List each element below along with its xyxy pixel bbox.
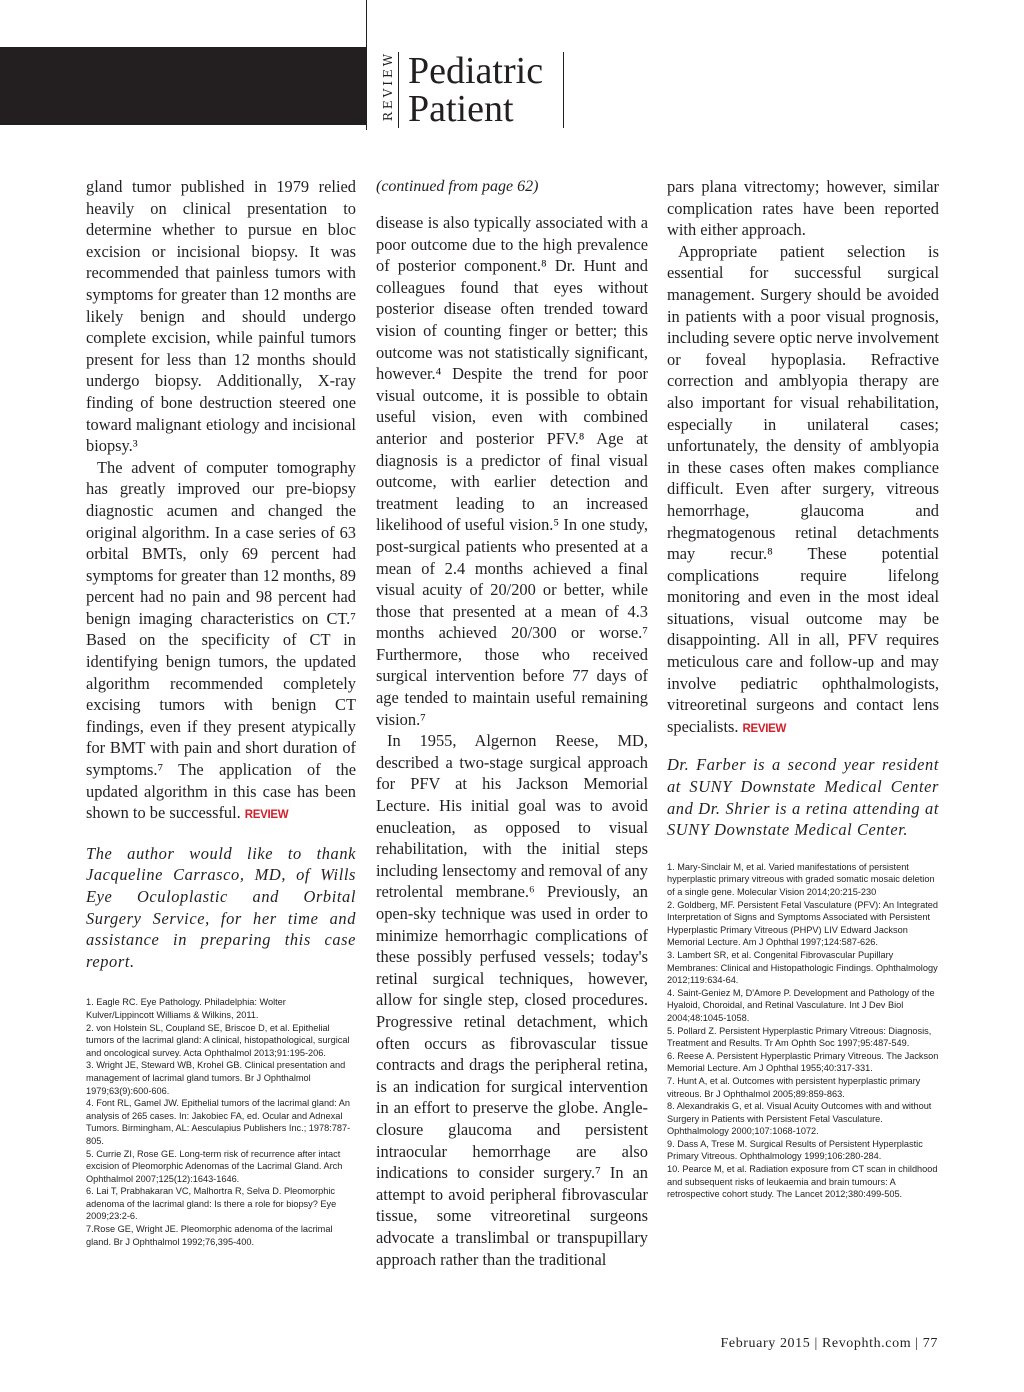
body-paragraph: disease is also typically associated with a poor outcome due to the high prevalence of posterior component.⁸ Dr. Hunt and colleagues found that eyes without posterior disease often trended toward vision of counting finger or better; this outcome was not statistically significant, however.⁴ Despite the trend for poor visual outcome, it is possible to obtain useful vision, even with combined anterior and posterior PFV.⁸ Age at diagnosis is a predictor of final visual outcome, with earlier detection and treatment leading to an increased likelihood of useful vision.⁵ In one study, post-surgical patients who presented at a mean of 2.4 months achieved a final visual acuity of 20/200 or better, while those that presented at a mean of 4.3 months achieved 20/300 or worse.⁷ Furthermore, those who received surgical intervention before 77 days of age tended to maintain useful remaining vision.⁷ [376,213,648,729]
acknowledgment: The author would like to thank Jacqueline Carrasco, MD, of Wills Eye Oculoplastic and Orbital Surgery Service, for her time and assistance in preparing this case report. [86,843,356,971]
column-divider-line [366,0,367,130]
article-column-3 [667,176,939,1201]
reference-item: 7. Hunt A, et al. Outcomes with persistent hyperplastic primary vitreous. Br J Ophthalmol 2005;89:859-863. [667,1075,921,1099]
references-list [667,861,939,1201]
references-list [86,996,356,1248]
reference-item: 5. Currie ZI, Rose GE. Long-term risk of recurrence after intact excision of Pleomorphic Adenomas of the Lacrimal Gland. Arch Ophthalmol 2007;125(12):1643-1646. [86,1148,343,1184]
reference-item: 1. Eagle RC. Eye Pathology. Philadelphia: Wolter Kulver/Lippincott Williams & Wilkins, 2011. [86,997,286,1020]
department-title-line2: Patient [408,88,514,130]
reference-item: 8. Alexandrakis G, et al. Visual Acuity Outcomes with and without Surgery in Patients with Persistent Fetal Vasculature. Ophthalmology 2000;107:1068-1072. [667,1101,932,1137]
reference-item: 3. Lambert SR, et al. Congenital Fibrovascular Pupillary Membranes: Clinical and Histopathologic Findings. Ophthalmology 2012;119:634-64. [667,949,938,986]
body-paragraph: pars plana vitrectomy; however, similar complication rates have been reported with either approach. [667,177,939,240]
reference-item: 7.Rose GE, Wright JE. Pleomorphic adenoma of the lacrimal gland. Br J Ophthalmol 1992;76,395-400. [86,1224,333,1247]
reference-item: 2. von Holstein SL, Coupland SE, Briscoe D, et al. Epithelial tumors of the lacrimal gland: A clinical, histopathological, surgical and oncological survey. Acta Ophthalmol 2013;91:195-206. [86,1022,350,1058]
reference-item: 2. Goldberg, MF. Persistent Fetal Vasculature (PFV): An Integrated Interpretation of Signs and Symptoms Associated with Persistent Hyperplastic Primary Vitreous (PHPV) LIV Edward Jackson Memorial Lecture. Am J Ophthal 1997;124:587-626. [667,899,938,948]
section-label: REVIEW [381,50,395,122]
author-note: Dr. Farber is a second year resident at SUNY Downstate Medical Center and Dr. Shrier is a retina attending at SUNY Downstate Medical Center. [667,755,939,840]
reference-item: 5. Pollard Z. Persistent Hyperplastic Primary Vitreous: Diagnosis, Treatment and Results. Tr Am Ophth Soc 1997;95:487-549. [667,1025,932,1049]
reference-item: 6. Lai T, Prabhakaran VC, Malhortra R, Selva D. Pleomorphic adenoma of the lacrimal gland: Is there a role for biopsy? Eye 2009;23:2-6. [86,1186,337,1222]
body-paragraph: In 1955, Algernon Reese, MD, described a two-stage surgical approach for PFV at his Jackson Memorial Lecture. His initial goal was to avoid enucleation, as opposed to visual rehabilitation, with the initial steps including lensectomy and removal of any retrolental membrane.⁶ Previously, an open-sky technique was used in order to minimize hemorrhagic complications of these possibly perfused vessels; today's retinal surgical techniques, however, allow for single step, closed procedures. Progressive retinal detachment, which often occurs as fibrovascular tissue contracts and drags the peripheral retina, is an indication for surgical intervention in an effort to preserve the globe. Angle-closure glaucoma and persistent intraocular hemorrhage are also indications to consider surgery.⁷ In an attempt to avoid peripheral fibrovascular tissue, some vitreoretinal surgeons advocate a translimbal or transpupillary approach rather than the traditional [376,731,648,1269]
paragraph-text: Appropriate patient selection is essential for successful surgical management. Surgery should be avoided in patients with a poor visual prognosis, including severe optic nerve involvement or foveal hypoplasia. Refractive correction and amblyopia therapy are also important for visual rehabilitation, especially in unilateral cases; unfortunately, the density of amblyopia in these cases often makes compliance difficult. Even after surgery, vitreous hemorrhage, glaucoma and rhegmatogenous retinal detachments may recur.⁸ These potential complications require lifelong monitoring and even in the most ideal situations, visual outcome may be disappointing. All in all, PFV requires meticulous care and follow-up and may involve pediatric ophthalmologists, vitreoretinal surgeons and contact lens specialists. [667,241,939,736]
reference-item: 10. Pearce M, et al. Radiation exposure from CT scan in childhood and subsequent risks of leukaemia and brain tumours: A retrospective cohort study. The Lancet 2012;380:499-505. [667,1164,938,1200]
header-black-bar [0,47,366,125]
body-paragraph [667,241,939,741]
department-title [408,52,543,128]
department-title-line1: Pediatric [408,50,544,92]
article-column-1 [86,176,356,1248]
end-of-article-mark: REVIEW [742,722,787,735]
article-column-2 [376,176,648,1270]
page-footer: February 2015 | Revophth.com | 77 [720,1336,938,1351]
continued-note: (continued from page 62) [376,178,539,195]
body-paragraph [86,457,356,827]
reference-item: 4. Saint-Geniez M, D'Amore P. Development and Pathology of the Hyaloid, Choroidal, and Retinal Vasculature. Int J Dev Biol 2004;48:1045-1058. [667,987,935,1023]
reference-item: 9. Dass A, Trese M. Surgical Results of Persistent Hyperplastic Primary Vitreous. Ophthalmology 1999;106:280-284. [667,1138,923,1162]
reference-item: 6. Reese A. Persistent Hyperplastic Primary Vitreous. The Jackson Memorial Lecture. Am J Ophthal 1955;40:317-331. [667,1050,939,1074]
reference-item: 4. Font RL, Gamel JW. Epithelial tumors of the lacrimal gland: An analysis of 265 cases. In: Jakobiec FA, ed. Ocular and Adnexal Tumors. Birmingham, AL: Aesculapius Publishers Inc.; 1978:787-805. [86,1098,351,1146]
end-of-article-mark: REVIEW [244,809,289,822]
header-end-rule [563,52,564,128]
body-paragraph: gland tumor published in 1979 relied heavily on clinical presentation to determine whether to pursue en bloc excision or incisional biopsy. It was recommended that painless tumors with symptoms for greater than 12 months are likely benign and should undergo complete excision, while painful tumors present for less than 12 months should undergo biopsy. Additionally, X-ray finding of bone destruction steered one toward malignant etiology and incisional biopsy.³ [86,177,356,456]
header-separator [398,52,399,128]
reference-item: 3. Wright JE, Steward WB, Krohel GB. Clinical presentation and management of lacrimal gland tumors. Br J Ophthalmol 1979;63(9):600-606. [86,1060,346,1096]
reference-item: 1. Mary-Sinclair M, et al. Varied manifestations of persistent hyperplastic primary vitreous with graded somatic mosaic deletion of a single gene. Molecular Vision 2014;20:215-230 [667,861,935,897]
paragraph-text: The advent of computer tomography has greatly improved our pre-biopsy diagnostic acumen and changed the original algorithm. In a case series of 63 orbital BMTs, only 69 percent had symptoms for greater than 12 months, 89 percent had no pain and 98 percent had benign imaging characteristics on CT.⁷ Based on the specificity of CT in identifying benign tumors, the updated algorithm recommended completely excising tumors with benign CT findings, even if they present atypically for BMT with pain and short duration of symptoms.⁷ The application of the updated algorithm in this case has been shown to be successful. [86,457,356,823]
